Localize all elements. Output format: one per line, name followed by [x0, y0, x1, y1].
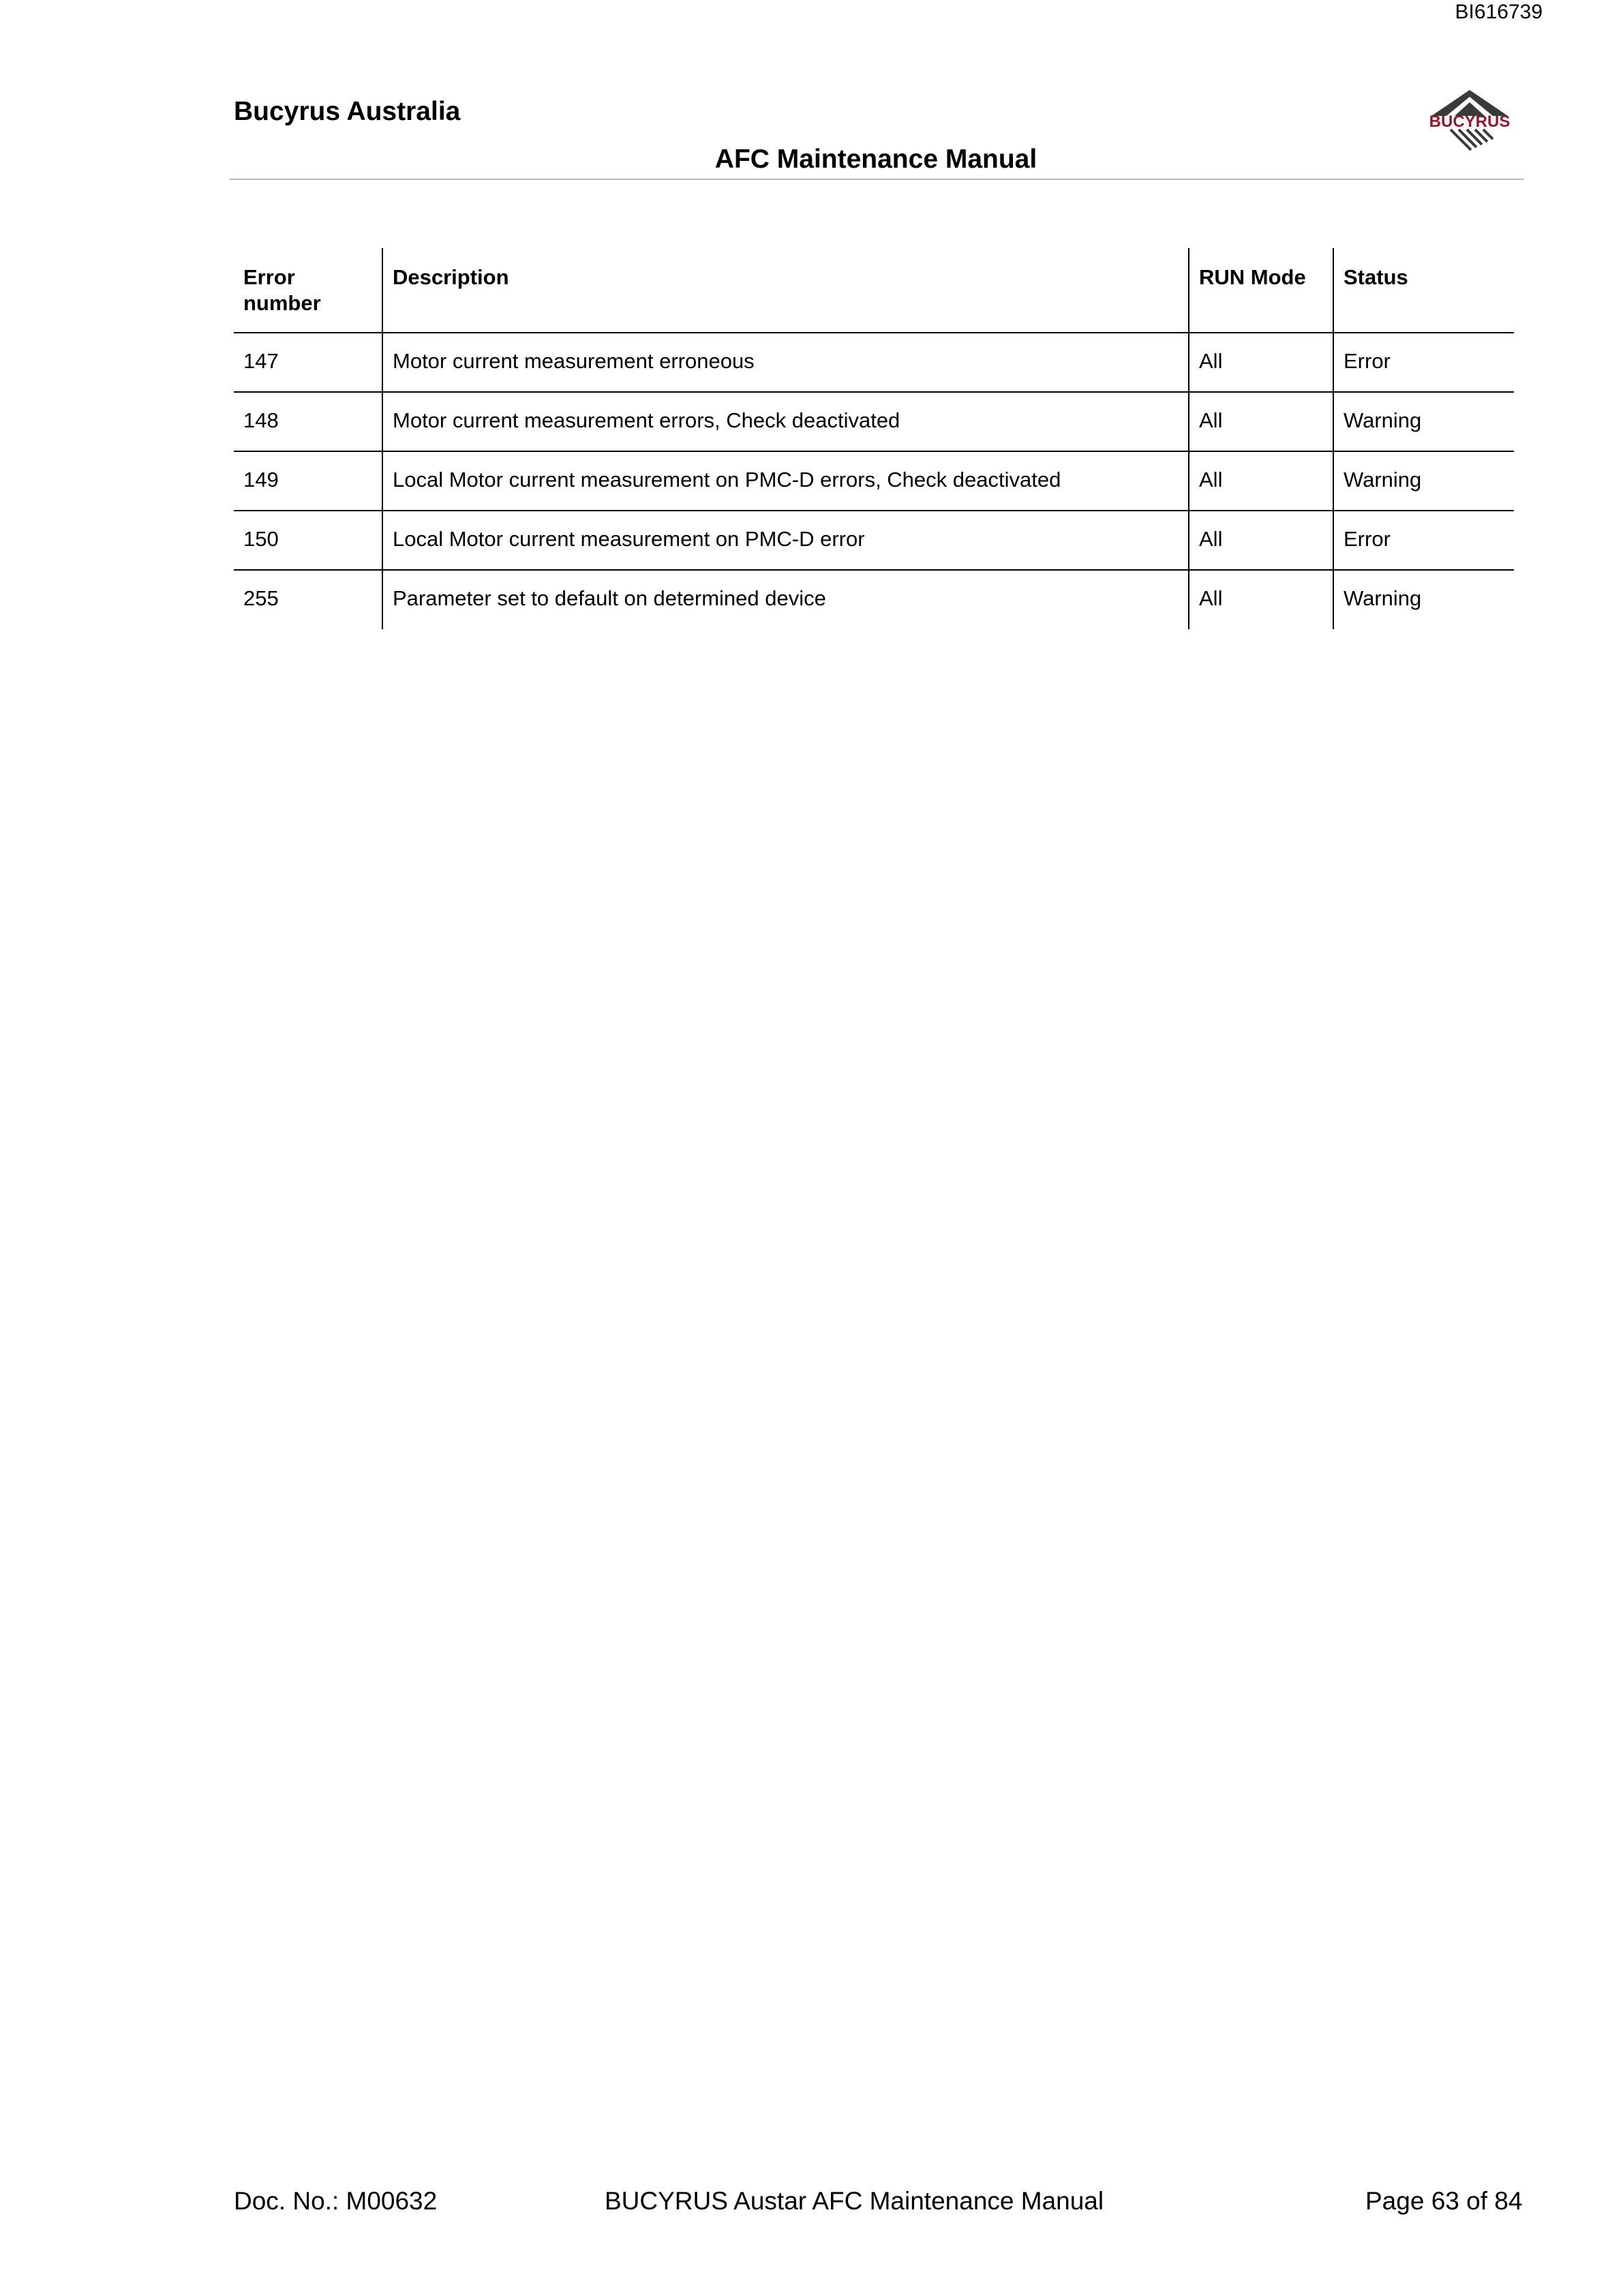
error-number-cell: 150 [243, 527, 279, 551]
error-number-cell: 149 [243, 468, 279, 492]
error-table [234, 248, 1514, 629]
description-cell: Local Motor current measurement on PMC-D errors, Check deactivated [382, 451, 1189, 511]
run-mode-cell: All [1189, 511, 1333, 570]
run-mode-cell: All [1189, 451, 1333, 511]
description-cell: Motor current measurement errors, Check deactivated [382, 392, 1189, 451]
column-header-status: Status [1333, 248, 1514, 333]
column-header-run-mode: RUN Mode [1189, 248, 1333, 333]
table-row [234, 570, 1514, 629]
table-row [234, 333, 1514, 392]
logo-text: BUCYRUS [1429, 112, 1511, 131]
company-name: Bucyrus Australia [234, 97, 461, 126]
bucyrus-logo-icon [1416, 87, 1523, 153]
description-cell: Local Motor current measurement on PMC-D error [382, 511, 1189, 570]
status-cell: Warning [1333, 451, 1514, 511]
document-id: BI616739 [1455, 1, 1543, 23]
footer-manual-name: BUCYRUS Austar AFC Maintenance Manual [605, 2187, 1104, 2215]
status-cell: Error [1333, 333, 1514, 392]
footer-page-number: Page 63 of 84 [1365, 2187, 1523, 2215]
table-row [234, 451, 1514, 511]
run-mode-cell: All [1189, 570, 1333, 629]
column-header-error-number: Error number [243, 265, 321, 315]
table-header-row [234, 248, 1514, 333]
footer-doc-number: Doc. No.: M00632 [234, 2187, 438, 2215]
column-header-description: Description [382, 248, 1189, 333]
header-divider [229, 179, 1524, 180]
description-cell: Motor current measurement erroneous [382, 333, 1189, 392]
error-number-cell: 255 [243, 586, 279, 610]
bucyrus-logo [1416, 87, 1523, 153]
run-mode-cell: All [1189, 392, 1333, 451]
run-mode-cell: All [1189, 333, 1333, 392]
error-number-cell: 148 [243, 408, 279, 432]
manual-title: AFC Maintenance Manual [714, 145, 1037, 174]
status-cell: Warning [1333, 392, 1514, 451]
table-row [234, 511, 1514, 570]
status-cell: Error [1333, 511, 1514, 570]
description-cell: Parameter set to default on determined device [382, 570, 1189, 629]
error-number-cell: 147 [243, 349, 279, 373]
status-cell: Warning [1333, 570, 1514, 629]
table-row [234, 392, 1514, 451]
